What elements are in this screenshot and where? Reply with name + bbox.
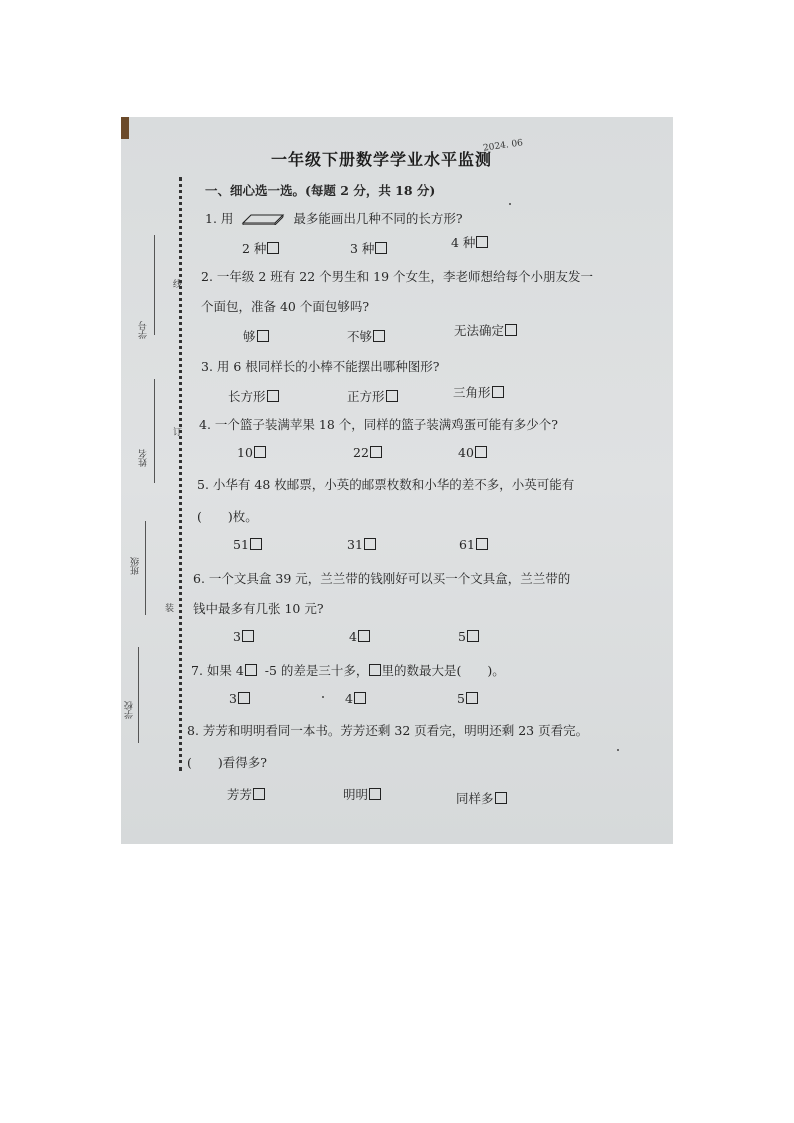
q1-option-b-checkbox[interactable] (375, 242, 387, 254)
q6-option-a-label: 3 (233, 629, 241, 644)
q2-option-c-checkbox[interactable] (505, 324, 517, 336)
q2-option-c[interactable] (454, 321, 517, 339)
q3-option-c-checkbox[interactable] (492, 386, 504, 398)
q8-paren-close: )看得多? (217, 755, 267, 770)
q6-option-a[interactable] (233, 629, 254, 644)
q5-option-b-label: 31 (347, 537, 363, 552)
q2-option-b-checkbox[interactable] (373, 330, 385, 342)
q2-option-a-checkbox[interactable] (257, 330, 269, 342)
q8-paren-open: ( (187, 755, 192, 770)
question-2-line-2: 个面包，准备 40 个面包够吗? (201, 299, 370, 314)
q1-text-a: 1. 用 (205, 211, 234, 226)
q2-option-b-label: 不够 (347, 329, 373, 344)
exam-date: 2024. 06 (482, 138, 524, 154)
binding-mark-line: 线 (173, 280, 183, 290)
q8-option-a-checkbox[interactable] (253, 788, 265, 800)
q7-option-b-label: 4 (345, 691, 353, 706)
q2-option-a-label: 够 (243, 329, 256, 344)
q1-option-a-label: 2 种 (242, 241, 267, 256)
photo-corner-edge (121, 117, 129, 139)
question-6-line-2: 钱中最多有几张 10 元? (193, 601, 324, 616)
q1-option-c-label: 4 种 (451, 235, 476, 250)
q6-option-b[interactable] (349, 629, 370, 644)
q2-option-c-label: 无法确定 (454, 323, 505, 338)
question-5-line-2 (197, 507, 258, 525)
q1-option-c[interactable] (451, 233, 488, 251)
exam-title: 一年级下册数学学业水平监测 (271, 150, 493, 169)
q5-option-c-checkbox[interactable] (476, 538, 488, 550)
q4-option-b-label: 22 (353, 445, 369, 460)
q4-option-a-label: 10 (237, 445, 253, 460)
q3-option-a-label: 长方形 (228, 389, 266, 404)
q3-option-a-checkbox[interactable] (267, 390, 279, 402)
question-3: 3. 用 6 根同样长的小棒不能摆出哪种图形? (201, 359, 440, 374)
q4-option-b-checkbox[interactable] (370, 446, 382, 458)
q7-digit-box-1[interactable] (245, 664, 257, 676)
q1-option-b[interactable] (350, 239, 387, 257)
q5-option-a-checkbox[interactable] (250, 538, 262, 550)
question-6-line-1: 6. 一个文具盒 39 元，兰兰带的钱刚好可以买一个文具盒，兰兰带的 (193, 571, 571, 586)
q7-digit-box-2[interactable] (369, 664, 381, 676)
q7-text-c: 里的数最大是( (381, 663, 462, 678)
name-label: 姓名 (139, 449, 149, 467)
question-7 (191, 661, 505, 679)
q7-option-c-checkbox[interactable] (466, 692, 478, 704)
q6-option-c-checkbox[interactable] (467, 630, 479, 642)
q5-paren-close: )枚。 (227, 509, 258, 524)
school-label: 学校 (125, 701, 135, 719)
question-5-line-1: 5. 小华有 48 枚邮票，小英的邮票枚数和小华的差不多，小英可能有 (197, 477, 575, 492)
q8-option-a-label: 芳芳 (227, 787, 253, 802)
q3-option-a[interactable] (228, 387, 279, 405)
q7-option-a[interactable] (229, 691, 250, 706)
q6-option-c[interactable] (458, 629, 479, 644)
q6-option-c-label: 5 (458, 629, 466, 644)
q5-option-b-checkbox[interactable] (364, 538, 376, 550)
q7-text-b: -5 的差是三十多， (264, 663, 369, 678)
binding-mark-bind: 装 (165, 604, 175, 614)
q3-option-b-checkbox[interactable] (386, 390, 398, 402)
q5-option-c-label: 61 (459, 537, 475, 552)
q7-option-b[interactable] (345, 691, 366, 706)
question-8-line-1: 8. 芳芳和明明看同一本书。芳芳还剩 32 页看完，明明还剩 23 页看完。 (187, 723, 589, 738)
student-id-line (154, 235, 155, 335)
q5-option-b[interactable] (347, 537, 376, 552)
q5-paren-open: ( (197, 509, 202, 524)
q4-option-c-checkbox[interactable] (475, 446, 487, 458)
scan-speck (617, 749, 619, 751)
class-line (145, 521, 146, 615)
name-line (154, 379, 155, 483)
q2-option-b[interactable] (347, 327, 385, 345)
q7-option-c-label: 5 (457, 691, 465, 706)
q5-option-c[interactable] (459, 537, 488, 552)
q3-option-c[interactable] (453, 383, 504, 401)
q8-option-b[interactable] (343, 785, 381, 803)
q4-option-c[interactable] (458, 445, 487, 460)
scan-speck (322, 696, 324, 698)
q6-option-b-label: 4 (349, 629, 357, 644)
question-4: 4. 一个篮子装满苹果 18 个，同样的篮子装满鸡蛋可能有多少个? (199, 417, 558, 432)
q5-option-a-label: 51 (233, 537, 249, 552)
q1-text-b: 最多能画出几种不同的长方形? (293, 211, 463, 226)
q7-option-a-label: 3 (229, 691, 237, 706)
q8-option-c-checkbox[interactable] (495, 792, 507, 804)
question-2-line-1: 2. 一年级 2 班有 22 个男生和 19 个女生，李老师想给每个小朋友发一 (201, 269, 594, 284)
q8-option-b-label: 明明 (343, 787, 369, 802)
q6-option-b-checkbox[interactable] (358, 630, 370, 642)
binding-dotted-line (179, 177, 182, 771)
q7-option-a-checkbox[interactable] (238, 692, 250, 704)
section-heading: 一、细心选一选。(每题 2 分，共 18 分) (205, 183, 436, 198)
q6-option-a-checkbox[interactable] (242, 630, 254, 642)
question-8-line-2 (187, 753, 267, 771)
q1-option-a[interactable] (242, 239, 279, 257)
q3-option-c-label: 三角形 (453, 385, 491, 400)
q4-option-b[interactable] (353, 445, 382, 460)
cuboid-eraser-icon (241, 211, 285, 225)
q7-text-d: )。 (487, 663, 505, 678)
student-id-label: 学号 (139, 321, 149, 339)
q8-option-a[interactable] (227, 785, 265, 803)
q4-option-a[interactable] (237, 445, 266, 460)
question-1 (205, 209, 463, 227)
q7-text-a: 7. 如果 4 (191, 663, 244, 678)
q1-option-b-label: 3 种 (350, 241, 375, 256)
q1-option-c-checkbox[interactable] (476, 236, 488, 248)
q2-option-a[interactable] (243, 327, 269, 345)
q8-option-b-checkbox[interactable] (369, 788, 381, 800)
scanned-exam-photo (121, 117, 673, 844)
q5-option-a[interactable] (233, 537, 262, 552)
q3-option-b-label: 正方形 (347, 389, 385, 404)
q7-option-b-checkbox[interactable] (354, 692, 366, 704)
class-label: 班级 (131, 557, 141, 575)
q7-option-c[interactable] (457, 691, 478, 706)
q3-option-b[interactable] (347, 387, 398, 405)
q8-option-c[interactable] (456, 789, 507, 807)
binding-mark-staple: 订 (173, 428, 183, 438)
q4-option-c-label: 40 (458, 445, 474, 460)
scan-speck (509, 203, 511, 205)
q1-option-a-checkbox[interactable] (267, 242, 279, 254)
school-line (138, 647, 139, 743)
q8-option-c-label: 同样多 (456, 791, 494, 806)
q4-option-a-checkbox[interactable] (254, 446, 266, 458)
